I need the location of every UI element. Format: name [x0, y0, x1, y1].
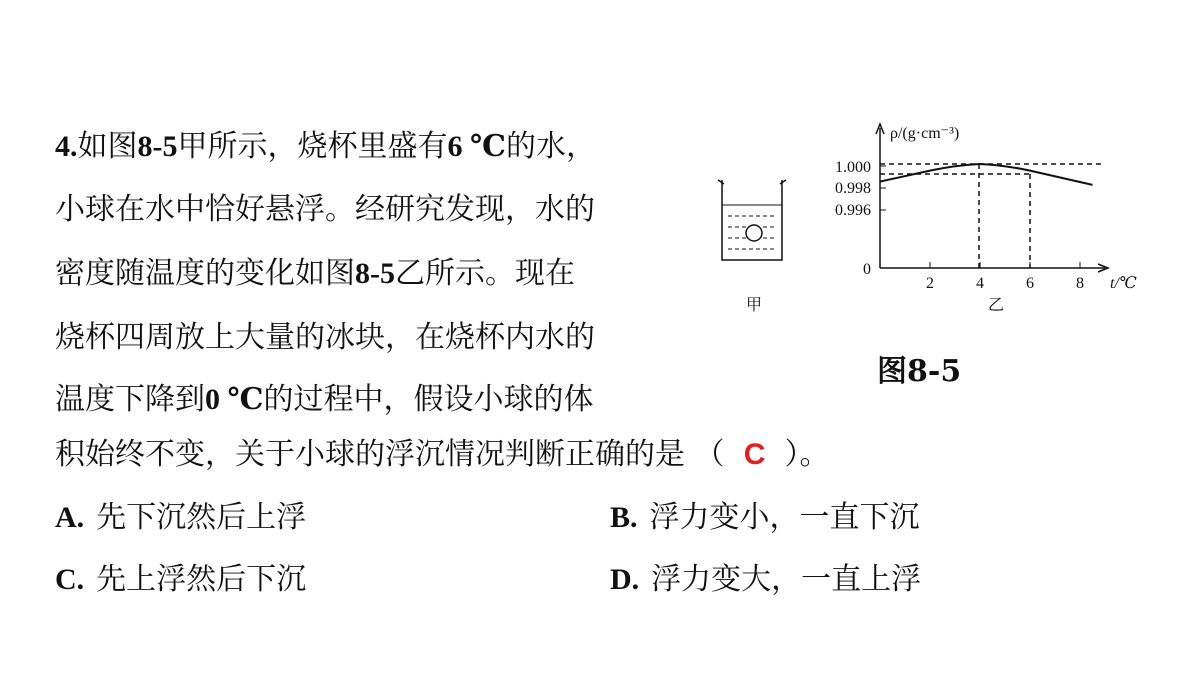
- beaker-outline: [722, 180, 782, 260]
- option-label: B.: [610, 501, 638, 534]
- x-tick-label: 6: [1026, 275, 1034, 292]
- option-text: 先上浮然后下沉: [96, 562, 307, 597]
- text-segment: 积始终不变，关于小球的浮沉情况判断正确的是 （: [55, 437, 725, 472]
- x-ticks: [926, 262, 1084, 292]
- text-segment: 乙所示。现在: [395, 256, 575, 291]
- figure-caption: 图8-5: [877, 354, 962, 389]
- y-tick-label: 1.000: [835, 159, 871, 176]
- text-segment: 的过程中，假设小球的体: [263, 382, 594, 417]
- text-segment: 密度随温度的变化如图: [55, 256, 355, 291]
- x-tick-label: 8: [1076, 275, 1084, 292]
- option-text: 浮力变小，一直下沉: [649, 500, 920, 535]
- question-line-4: 烧杯四周放上大量的冰块，在烧杯内水的: [55, 320, 595, 355]
- text-segment: 甲所示，烧杯里盛有: [177, 129, 448, 164]
- figure-8-5: [700, 110, 1160, 330]
- option-d[interactable]: [610, 560, 921, 600]
- option-label: A.: [55, 501, 85, 534]
- beaker-lip: [718, 180, 786, 184]
- option-label: D.: [610, 563, 640, 596]
- option-text: 先下沉然后上浮: [96, 500, 307, 535]
- x-tick-label: 4: [976, 275, 984, 292]
- density-graph: [835, 124, 1137, 314]
- y-axis-label: ρ/(g·cm⁻³): [890, 125, 960, 142]
- beaker-diagram: [718, 180, 786, 314]
- x-tick-label: 2: [926, 275, 934, 292]
- y-tick-label: 0.998: [835, 180, 871, 197]
- question-line-3: [55, 254, 575, 294]
- density-curve: [880, 164, 1093, 185]
- text-segment: ）。: [784, 437, 830, 472]
- question-number: 4.: [55, 130, 78, 163]
- temperature-value: 6 ℃: [447, 130, 506, 163]
- ball: [746, 225, 762, 241]
- option-b[interactable]: [610, 498, 920, 538]
- origin-label: 0: [863, 261, 871, 278]
- figure-ref: 8-5: [137, 130, 178, 163]
- question-line-5: [55, 380, 593, 420]
- figure-ref: 8-5: [355, 257, 395, 290]
- x-axis-label: t/℃: [1110, 275, 1137, 292]
- label-jia: 甲: [746, 297, 763, 314]
- y-tick-label: 0.996: [835, 202, 871, 219]
- question-line-6: [55, 435, 830, 475]
- question-line-2: 小球在水中恰好悬浮。经研究发现，水的: [55, 192, 595, 227]
- option-label: C.: [55, 563, 85, 596]
- answer-mark: C: [743, 438, 766, 471]
- label-yi: 乙: [988, 297, 1005, 314]
- temperature-value: 0 ℃: [205, 383, 264, 416]
- question-line-1: [55, 127, 596, 167]
- option-a[interactable]: [55, 498, 306, 538]
- text-segment: 的水，: [505, 129, 596, 164]
- option-c[interactable]: [55, 560, 306, 600]
- option-text: 浮力变大，一直上浮: [651, 562, 922, 597]
- text-segment: 温度下降到: [55, 382, 205, 417]
- text-segment: 如图: [77, 129, 138, 164]
